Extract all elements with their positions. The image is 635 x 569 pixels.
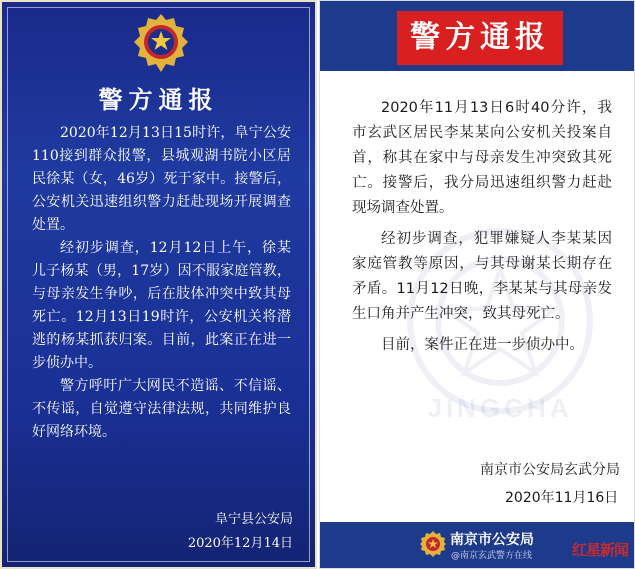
left-notice-paragraph: 2020年12月13日15时许，阜宁公安110接到群众报警，县城观湖书院小区居民徐某（女，46岁）死于家中。接警后，公安机关迅速组织警力赶赴现场开展调查处置。 <box>32 125 291 233</box>
police-emblem-icon <box>420 530 446 558</box>
police-emblem-icon <box>132 12 190 74</box>
right-notice-title: 警方通报 <box>397 11 563 65</box>
red-star-news-watermark: 红星新闻 <box>571 541 628 559</box>
right-notice-paragraph: 经初步调查，犯罪嫌疑人李某某因家庭管教等原因，与其母谢某长期存在矛盾。11月12日晚，李某某与其母亲发生口角并产生冲突，致其母死亡。 <box>352 231 612 322</box>
left-notice-paragraph: 经初步调查，12月12日上午，徐某儿子杨某（男，17岁）因不服家庭管教，与母亲发生争吵，后在肢体冲突中致其母死亡。12月13日19时许，公安机关将潜逃的杨某抓获归案。目前，此案正在进一步侦办中。 <box>32 240 291 371</box>
left-notice-signature: 阜宁县公安局 <box>214 512 293 527</box>
right-notice-body <box>352 96 612 358</box>
left-notice-body <box>32 122 291 444</box>
left-notice-panel <box>0 0 317 569</box>
footer-weibo-handle: @南京玄武警方在线 <box>451 551 533 561</box>
left-notice-date: 2020年12月14日 <box>187 536 293 551</box>
watermark-text: JINGCHA <box>427 393 573 421</box>
left-notice-paragraph: 警方呼吁广大网民不造谣、不信谣、不传谣，自觉遵守法律法规，共同维护良好网络环境。 <box>32 378 291 440</box>
right-notice-footer <box>320 522 635 568</box>
left-notice-title: 警方通报 <box>98 85 219 114</box>
right-notice-date: 2020年11月16日 <box>505 490 619 506</box>
right-notice-panel <box>319 0 635 569</box>
right-notice-signature: 南京市公安局玄武分局 <box>480 462 620 478</box>
right-notice-paragraph: 2020年11月13日6时40分许，我市玄武区居民李某某向公安机关投案自首，称其在家中与母亲发生冲突致其死亡。接警后，我分局迅速组织警力赶赴现场调查处置。 <box>352 100 612 216</box>
right-notice-paragraph: 目前，案件正在进一步侦办中。 <box>381 337 584 353</box>
footer-agency-name: 南京市公安局 <box>450 532 534 548</box>
